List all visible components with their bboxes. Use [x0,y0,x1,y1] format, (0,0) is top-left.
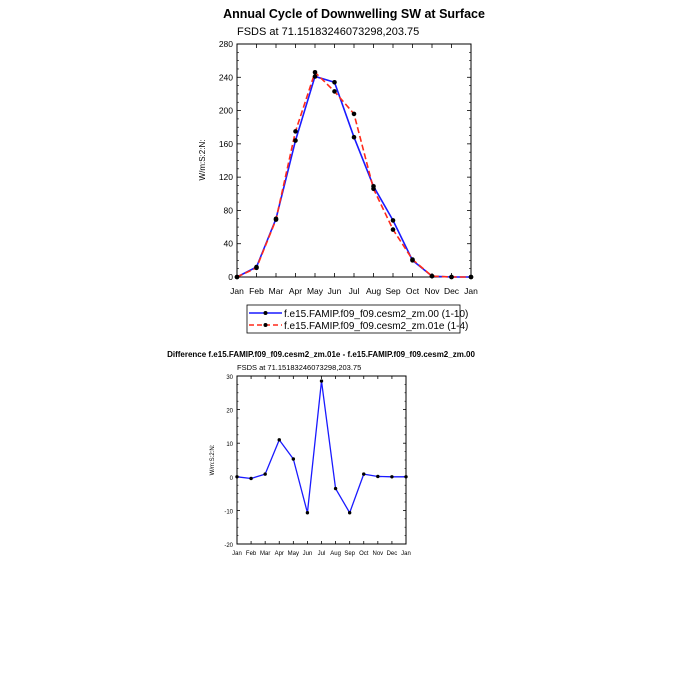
y-tick-label: -10 [224,509,233,516]
axis-ticks [219,39,478,296]
x-tick-label: Jul [348,286,360,296]
series-1-point [249,477,252,480]
series-1-point [332,80,337,85]
x-tick-label: Dec [386,551,398,557]
series-2-point [254,266,259,271]
x-tick-label: Jun [327,286,342,296]
y-tick-label: -20 [224,543,233,549]
series-layer [235,70,474,279]
y-tick-label: 240 [218,72,233,83]
series-1-point [292,457,295,460]
series-2-point [293,129,298,134]
legend [247,305,468,333]
series-1-point [376,475,379,478]
x-tick-label: Jul [317,551,326,557]
chart-title: Annual Cycle of Downwelling SW at Surface [223,7,485,21]
y-axis-label: W/m:S:2:N: [210,444,216,476]
x-tick-label: Apr [288,286,303,296]
legend-marker-series-2 [264,323,268,327]
x-tick-label: Feb [249,286,264,296]
series-2-point [235,275,240,280]
series-1-point [313,74,318,79]
series-1-point [278,438,281,441]
series-layer [235,379,407,514]
series-1-point [391,218,396,223]
legend-label-series-1: f.e15.FAMIP.f09_f09.cesm2_zm.00 (1-10) [284,309,469,320]
x-tick-label: Sep [344,551,356,557]
x-tick-label: Aug [330,551,341,557]
annual-cycle-chart [198,7,485,333]
series-line-1 [237,76,471,277]
difference-chart [167,350,475,557]
legend-label-series-2: f.e15.FAMIP.f09_f09.cesm2_zm.01e (1-4) [284,321,469,332]
series-1-point [352,135,357,140]
x-tick-label: Jan [230,286,244,296]
y-tick-label: 0 [228,272,233,282]
axis-ticks [224,375,411,557]
y-tick-label: 0 [229,475,233,482]
x-tick-label: Feb [245,551,257,557]
series-1-point [348,511,351,514]
x-tick-label: May [306,286,324,296]
series-1-point [362,472,365,475]
x-tick-label: Jan [464,286,478,296]
chart-subtitle: FSDS at 71.15183246073298,203.75 [237,26,420,38]
series-1-point [306,511,309,514]
plot-frame [237,44,471,277]
series-1-point [334,487,337,490]
y-tick-label: 30 [226,375,233,381]
y-tick-label: 80 [223,205,233,216]
series-2-point [274,217,279,222]
x-tick-label: Apr [274,551,284,557]
legend-marker-series-1 [264,311,268,315]
y-tick-label: 20 [226,408,233,415]
chart-title: Difference f.e15.FAMIP.f09_f09.cesm2_zm.01e - f.e15.FAMIP.f09_f09.cesm2_zm.00 [167,350,475,359]
series-1-point [263,472,266,475]
y-tick-label: 280 [218,39,233,49]
x-tick-label: Jan [401,551,411,557]
x-tick-label: Nov [424,286,440,296]
y-tick-label: 10 [226,442,233,449]
x-tick-label: Jun [302,551,313,557]
series-1-point [235,475,238,478]
series-2-point [449,275,454,280]
series-2-point [430,274,435,279]
x-tick-label: Aug [365,286,382,296]
series-2-point [332,89,337,94]
series-line-1 [237,381,406,513]
y-axis-label: W/m:S:2:N: [198,139,207,181]
series-line-2 [237,72,471,277]
y-tick-label: 120 [218,172,233,183]
x-tick-label: Mar [268,286,284,296]
series-1-point [390,475,393,478]
y-tick-label: 40 [223,238,233,249]
x-tick-label: Sep [385,286,401,296]
series-2-point [352,112,357,117]
x-tick-label: Oct [405,286,420,296]
y-tick-label: 200 [218,105,233,116]
x-tick-label: Nov [372,551,384,557]
x-tick-label: Mar [259,551,271,557]
plot-frame [237,376,406,544]
series-1-point [293,138,298,143]
y-tick-label: 160 [218,138,233,149]
x-tick-label: May [287,551,300,557]
series-2-point [313,70,318,75]
series-2-point [391,227,396,232]
x-tick-label: Oct [359,551,369,557]
series-2-point [469,275,474,280]
series-2-point [410,257,415,262]
x-tick-label: Dec [443,286,460,296]
series-1-point [404,475,407,478]
x-tick-label: Jan [232,551,242,557]
series-1-point [320,379,323,382]
chart-subtitle: FSDS at 71.15183246073298,203.75 [237,363,362,372]
series-2-point [371,186,376,191]
